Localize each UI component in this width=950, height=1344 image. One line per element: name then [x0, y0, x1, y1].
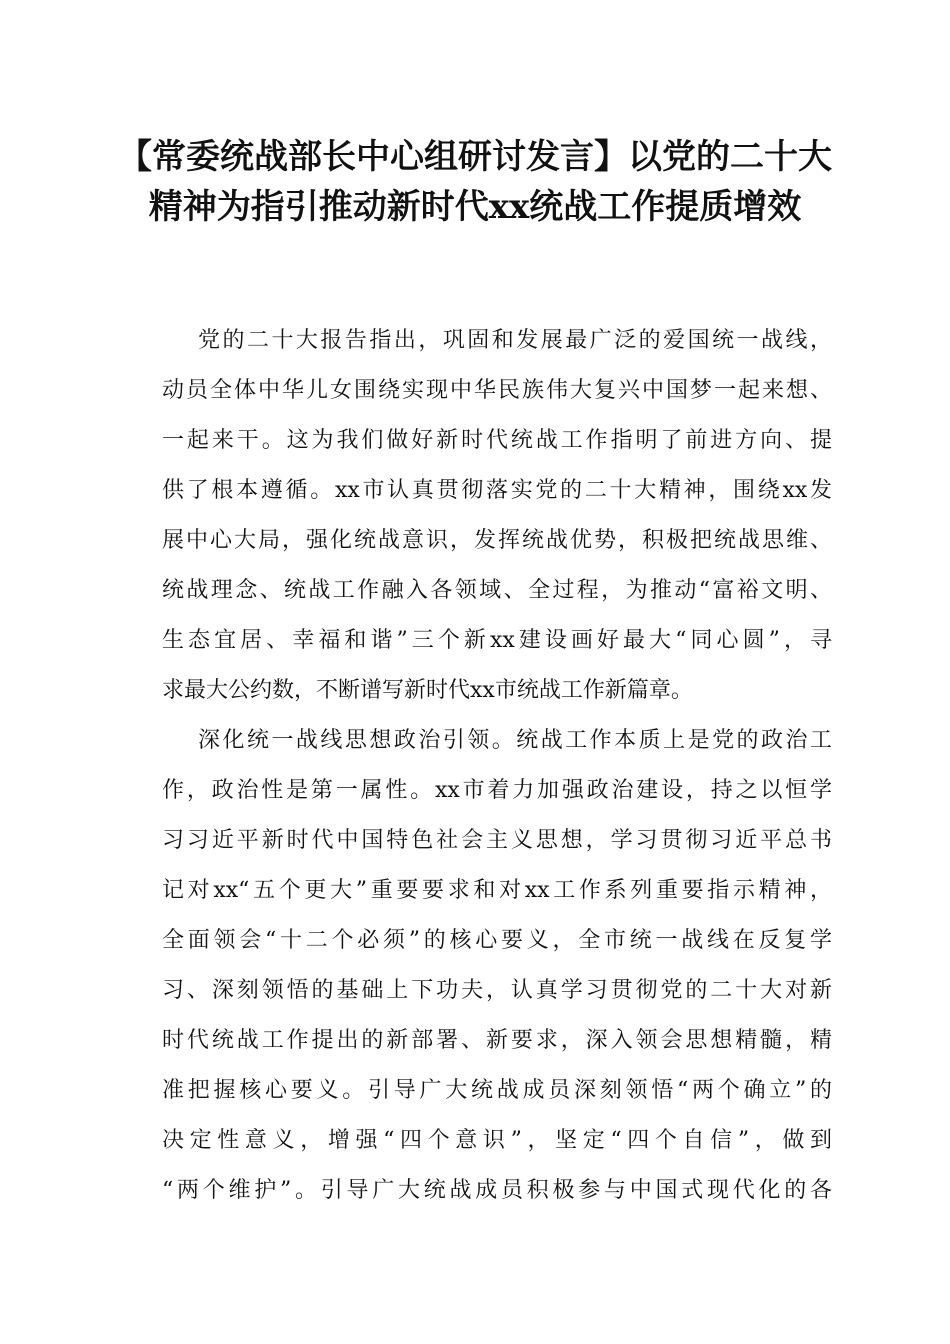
document-title: 【常委统战部长中心组研讨发言】以党的二十大精神为指引推动新时代xx统战工作提质增效 — [118, 137, 832, 227]
paragraph-line: 供了根本遵循。xx市认真贯彻落实党的二十大精神，围绕xx发 — [162, 478, 832, 503]
paragraph-1 — [118, 316, 832, 716]
paragraph-line: 展中心大局，强化统战意识，发挥统战优势，积极把统战思维、 — [162, 528, 832, 553]
paragraph-line: 党的二十大报告指出，巩固和发展最广泛的爱国统一战线， — [198, 328, 832, 353]
paragraph-line: 习习近平新时代中国特色社会主义思想，学习贯彻习近平总书 — [162, 828, 832, 853]
paragraph-line: “两个维护”。引导广大统战成员积极参与中国式现代化的各 — [162, 1178, 832, 1203]
document-body — [118, 316, 832, 1216]
paragraph-line: 全面领会“十二个必须”的核心要义，全市统一战线在反复学 — [162, 928, 832, 953]
paragraph-line: 作，政治性是第一属性。xx市着力加强政治建设，持之以恒学 — [162, 778, 832, 803]
paragraph-line: 一起来干。这为我们做好新时代统战工作指明了前进方向、提 — [162, 428, 832, 453]
paragraph-line: 动员全体中华儿女围绕实现中华民族伟大复兴中国梦一起来想、 — [162, 378, 832, 403]
paragraph-line: 统战理念、统战工作融入各领域、全过程，为推动“富裕文明、 — [162, 578, 832, 603]
paragraph-line: 时代统战工作提出的新部署、新要求，深入领会思想精髓，精 — [162, 1028, 832, 1053]
paragraph-line: 求最大公约数，不断谱写新时代xx市统战工作新篇章。 — [162, 678, 693, 703]
paragraph-line: 决定性意义，增强“四个意识”，坚定“四个自信”，做到 — [162, 1128, 832, 1153]
paragraph-line: 深化统一战线思想政治引领。统战工作本质上是党的政治工 — [198, 728, 832, 753]
paragraph-line: 生态宜居、幸福和谐”三个新xx建设画好最大“同心圆”，寻 — [162, 628, 832, 653]
paragraph-line: 准把握核心要义。引导广大统战成员深刻领悟“两个确立”的 — [162, 1078, 832, 1103]
paragraph-2 — [118, 716, 832, 1216]
paragraph-line: 习、深刻领悟的基础上下功夫，认真学习贯彻党的二十大对新 — [162, 978, 832, 1003]
paragraph-line: 记对xx“五个更大”重要要求和对xx工作系列重要指示精神， — [162, 878, 832, 903]
